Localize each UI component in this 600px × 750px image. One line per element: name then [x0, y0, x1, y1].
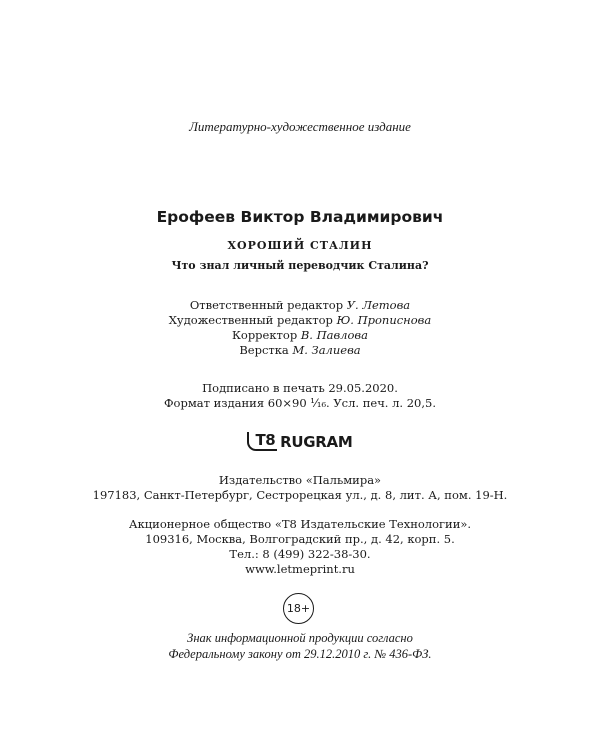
credit-line-proofreader	[0, 328, 600, 342]
publisher-name: Издательство «Пальмира»	[218, 473, 382, 487]
t8-rugram-logo	[0, 432, 600, 451]
t8-logo-mark: T8	[247, 432, 277, 451]
credit-person: В. Павлова	[300, 328, 368, 342]
credit-line-art-editor	[0, 313, 600, 327]
genre-line: Литературно-художественное издание	[189, 119, 411, 134]
credit-role: Ответственный редактор	[189, 298, 344, 312]
credit-person: М. Залиева	[292, 343, 361, 357]
publisher-address: 197183, Санкт-Петербург, Сестрорецкая ул., д. 8, лит. А, пом. 19-Н.	[92, 488, 508, 502]
book-title: ХОРОШИЙ СТАЛИН	[227, 239, 373, 252]
book-subtitle: Что знал личный переводчик Сталина?	[171, 259, 429, 272]
author-name: Ерофеев Виктор Владимирович	[156, 208, 444, 226]
printer-address: 109316, Москва, Волгоградский пр., д. 42, корп. 5.	[145, 532, 455, 546]
print-signed-line: Подписано в печать 29.05.2020.	[202, 381, 398, 395]
print-format-line: Формат издания 60×90 ¹⁄₁₆. Усл. печ. л. 20,5.	[163, 396, 436, 410]
age-rating-badge: 18+	[283, 593, 314, 624]
credit-line-editor	[0, 298, 600, 312]
rugram-logo-text: RUGRAM	[280, 432, 353, 451]
credit-line-layout	[0, 343, 600, 357]
credit-role: Верстка	[239, 343, 289, 357]
printer-website: www.letmeprint.ru	[245, 562, 355, 576]
credit-role: Художественный редактор	[168, 313, 333, 327]
age-notice-line-2: Федеральному закону от 29.12.2010 г. № 436-ФЗ.	[168, 647, 432, 661]
age-notice-line-1: Знак информационной продукции согласно	[187, 631, 413, 645]
credit-person: Ю. Прописнова	[336, 313, 432, 327]
credit-role: Корректор	[232, 328, 298, 342]
printer-phone: Тел.: 8 (499) 322-38-30.	[229, 547, 371, 561]
credit-person: У. Летова	[346, 298, 411, 312]
printer-name: Акционерное общество «Т8 Издательские Технологии».	[128, 517, 472, 531]
